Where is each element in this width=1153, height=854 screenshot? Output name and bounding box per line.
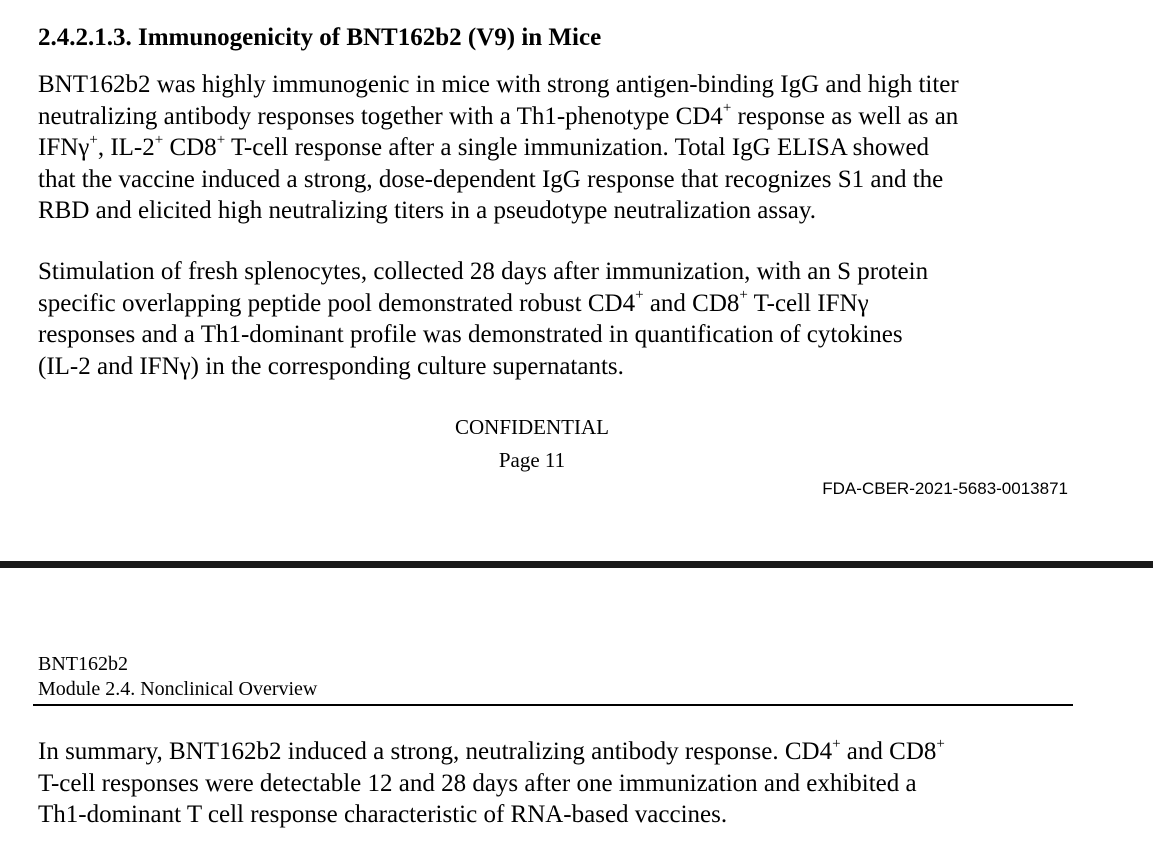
text-line	[38, 736, 1118, 768]
superscript: +	[739, 287, 748, 304]
header-module: Module 2.4. Nonclinical Overview	[38, 678, 318, 700]
text-line: (IL-2 and IFNγ) in the corresponding culture supernatants.	[38, 352, 624, 380]
superscript: +	[722, 100, 732, 117]
superscript: +	[216, 131, 226, 148]
text-segment: In summary, BNT162b2 induced a strong, neutralizing antibody response. CD4	[38, 738, 833, 765]
text-segment: CD8	[163, 134, 217, 161]
superscript: +	[89, 131, 98, 148]
summary-paragraph	[38, 736, 1118, 831]
text-line: responses and a Th1-dominant profile was demonstrated in quantification of cytokines	[38, 321, 903, 348]
text-segment: and CD8	[840, 738, 937, 765]
page-separator	[0, 561, 1153, 568]
text-line	[38, 132, 1118, 164]
text-line: Stimulation of fresh splenocytes, collected 28 days after immunization, with an S protein	[38, 258, 929, 285]
text-line: Th1-dominant T cell response characteristic of RNA-based vaccines.	[38, 801, 728, 828]
section-heading: 2.4.2.1.3. Immunogenicity of BNT162b2 (V9) in Mice	[38, 24, 602, 51]
text-line: RBD and elicited high neutralizing titers in a pseudotype neutralization assay.	[38, 197, 817, 224]
text-line: that the vaccine induced a strong, dose-dependent IgG response that recognizes S1 and the	[38, 165, 944, 193]
running-header	[38, 652, 317, 702]
text-segment: , IL-2	[97, 134, 155, 161]
text-segment: and CD8	[643, 289, 740, 317]
confidential-label: CONFIDENTIAL	[455, 415, 609, 439]
superscript: +	[936, 735, 945, 752]
header-rule	[33, 704, 1073, 706]
text-line: T-cell responses were detectable 12 and 28 days after one immunization and exhibited a	[38, 769, 917, 797]
text-line: BNT162b2 was highly immunogenic in mice with strong antigen-binding IgG and high titer	[38, 71, 959, 98]
superscript: +	[832, 735, 841, 752]
text-segment: specific overlapping peptide pool demonstrated robust CD4	[38, 289, 636, 317]
text-segment: IFNγ	[38, 134, 90, 161]
text-line	[38, 101, 1118, 133]
bates-number: FDA-CBER-2021-5683-0013871	[822, 479, 1068, 498]
page-number: Page 11	[498, 448, 566, 472]
text-segment: T-cell response after a single immunization. Total IgG ELISA showed	[225, 134, 930, 161]
header-product: BNT162b2	[38, 653, 128, 675]
text-line	[38, 288, 1118, 320]
text-segment: response as well as an	[731, 102, 959, 130]
immunogenicity-paragraph	[38, 69, 1118, 227]
splenocyte-paragraph	[38, 256, 1118, 382]
text-segment: neutralizing antibody responses together with a Th1-phenotype CD4	[38, 102, 723, 130]
superscript: +	[635, 287, 644, 304]
text-segment: T-cell IFNγ	[747, 289, 869, 317]
superscript: +	[154, 131, 164, 148]
